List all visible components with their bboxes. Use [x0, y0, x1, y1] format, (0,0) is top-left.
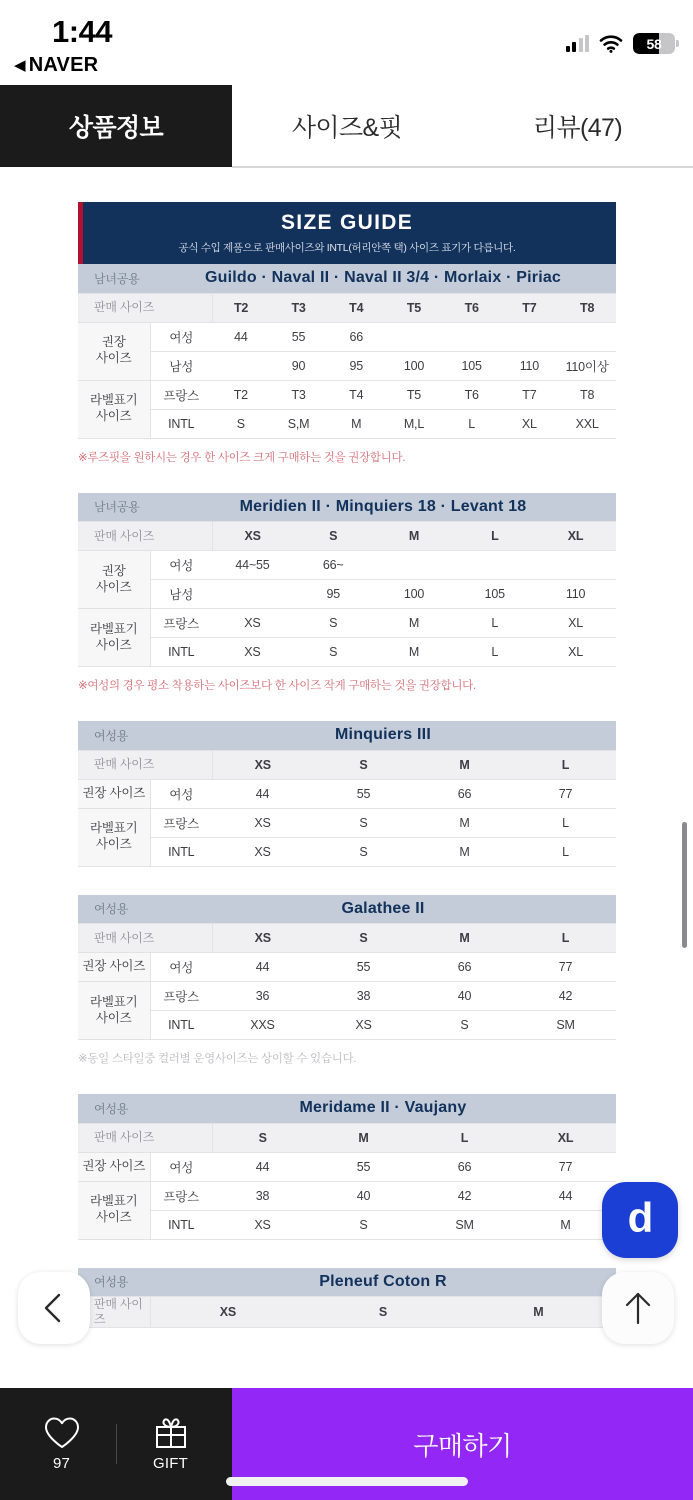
size-value-cell: 44 — [515, 1181, 616, 1210]
size-value-cell: 90 — [270, 351, 328, 380]
size-column-header: T6 — [443, 293, 501, 322]
size-value-cell: 105 — [443, 351, 501, 380]
row-sub-label: INTL — [150, 638, 212, 667]
table-row — [78, 638, 616, 667]
size-value-cell — [443, 322, 501, 351]
size-tables-container — [78, 264, 616, 1328]
arrow-up-icon — [621, 1290, 655, 1326]
size-column-header: S — [313, 750, 414, 779]
size-column-header: XL — [535, 522, 616, 551]
table-row — [78, 779, 616, 808]
table-row — [78, 1011, 616, 1040]
size-table-band — [78, 1094, 616, 1123]
gift-icon — [153, 1416, 189, 1450]
size-value-cell: XL — [501, 409, 559, 438]
size-value-cell: M — [414, 837, 515, 866]
size-value-cell: 44 — [212, 322, 270, 351]
sale-size-label: 판매 사이즈 — [78, 522, 212, 551]
size-value-cell — [374, 551, 455, 580]
size-table-models: Galathee II — [150, 895, 616, 924]
tab-size-and-fit[interactable]: 사이즈&핏 — [291, 114, 403, 142]
size-value-cell: XXL — [558, 409, 616, 438]
size-value-cell: S,M — [270, 409, 328, 438]
size-value-cell: 110 — [535, 580, 616, 609]
size-value-cell: XS — [212, 837, 313, 866]
size-value-cell: M,L — [385, 409, 443, 438]
danggeun-d-icon: d — [627, 1194, 653, 1241]
size-column-header: M — [313, 1123, 414, 1152]
vertical-scrollbar[interactable] — [682, 822, 687, 948]
size-value-cell: S — [313, 1210, 414, 1239]
like-button[interactable] — [8, 1416, 116, 1472]
size-table-models: Meridien II · Minquiers 18 · Levant 18 — [150, 493, 616, 522]
size-value-cell: T8 — [558, 380, 616, 409]
size-column-header: T5 — [385, 293, 443, 322]
recommended-size-label: 권장 사이즈 — [78, 322, 150, 380]
size-table-models: Pleneuf Coton R — [150, 1268, 616, 1297]
size-value-cell: XS — [313, 1011, 414, 1040]
size-table — [78, 264, 616, 439]
size-value-cell — [212, 351, 270, 380]
row-sub-label: 남성 — [150, 580, 212, 609]
size-table-band — [78, 895, 616, 924]
size-column-header: T4 — [327, 293, 385, 322]
size-table — [78, 895, 616, 1041]
bottom-left-actions — [0, 1388, 232, 1500]
size-table-models: Meridame II · Vaujany — [150, 1094, 616, 1123]
size-table-block — [78, 493, 616, 694]
size-column-header: T2 — [212, 293, 270, 322]
gift-label: GIFT — [153, 1455, 188, 1472]
size-value-cell: M — [374, 638, 455, 667]
size-value-cell: S — [293, 609, 374, 638]
size-value-cell: XL — [535, 638, 616, 667]
table-row — [78, 551, 616, 580]
recommended-size-label: 권장 사이즈 — [78, 779, 150, 808]
size-value-cell: T7 — [501, 380, 559, 409]
size-value-cell: 42 — [414, 1181, 515, 1210]
row-sub-label: 프랑스 — [150, 380, 212, 409]
size-value-cell: 77 — [515, 779, 616, 808]
size-value-cell: 95 — [327, 351, 385, 380]
size-value-cell: 66 — [414, 953, 515, 982]
size-column-header: XS — [212, 522, 293, 551]
label-size-label: 라벨표기 사이즈 — [78, 380, 150, 438]
size-value-cell: 40 — [313, 1181, 414, 1210]
size-value-cell — [454, 551, 535, 580]
table-row — [78, 609, 616, 638]
bottom-action-bar — [0, 1388, 693, 1500]
table-row — [78, 351, 616, 380]
size-table-header-row — [78, 750, 616, 779]
size-table-band — [78, 264, 616, 293]
row-sub-label: 프랑스 — [150, 609, 212, 638]
size-column-header: M — [414, 750, 515, 779]
row-sub-label: 프랑스 — [150, 808, 212, 837]
sale-size-label: 판매 사이즈 — [78, 750, 212, 779]
size-table-block — [78, 264, 616, 465]
size-table-gender: 남녀공용 — [78, 493, 150, 522]
size-value-cell: 44 — [212, 1152, 313, 1181]
size-table-header-row — [78, 924, 616, 953]
size-value-cell: S — [313, 808, 414, 837]
label-size-label: 라벨표기 사이즈 — [78, 1181, 150, 1239]
size-table-header-row — [78, 1123, 616, 1152]
label-size-label: 라벨표기 사이즈 — [78, 808, 150, 866]
size-column-header: XS — [150, 1297, 305, 1328]
size-column-header: T8 — [558, 293, 616, 322]
table-row — [78, 409, 616, 438]
size-table-gender: 여성용 — [78, 721, 150, 750]
sale-size-label: 판매 사이즈 — [78, 1123, 212, 1152]
size-value-cell: 100 — [385, 351, 443, 380]
size-value-cell: 55 — [313, 779, 414, 808]
size-table-models: Guildo · Naval II · Naval II 3/4 · Morlaix · Piriac — [150, 264, 616, 293]
size-value-cell: S — [293, 638, 374, 667]
size-value-cell: 55 — [313, 1152, 414, 1181]
size-table-note: ※여성의 경우 평소 착용하는 사이즈보다 한 사이즈 작게 구매하는 것을 권장합니다. — [78, 680, 476, 692]
size-table-gender: 여성용 — [78, 1268, 150, 1297]
size-column-header: XL — [515, 1123, 616, 1152]
size-value-cell: M — [515, 1210, 616, 1239]
size-value-cell: M — [374, 609, 455, 638]
sale-size-label: 판매 사이즈 — [78, 924, 212, 953]
size-value-cell: 66~ — [293, 551, 374, 580]
recommended-size-label: 권장 사이즈 — [78, 1152, 150, 1181]
table-row — [78, 322, 616, 351]
size-value-cell: 66 — [327, 322, 385, 351]
size-value-cell: 66 — [414, 1152, 515, 1181]
product-info-scroll-area[interactable] — [0, 168, 693, 1500]
row-sub-label: 남성 — [150, 351, 212, 380]
battery-icon — [633, 33, 675, 54]
battery-percent-label: 58 — [646, 35, 662, 52]
size-value-cell: 77 — [515, 1152, 616, 1181]
wifi-icon — [599, 35, 623, 53]
size-value-cell: 40 — [414, 982, 515, 1011]
size-value-cell: 66 — [414, 779, 515, 808]
size-value-cell — [212, 580, 293, 609]
size-value-cell: 110 — [501, 351, 559, 380]
size-value-cell: S — [212, 409, 270, 438]
size-value-cell: L — [515, 837, 616, 866]
size-guide-banner — [78, 202, 616, 264]
arrow-left-icon — [37, 1291, 71, 1325]
size-value-cell: 105 — [454, 580, 535, 609]
size-table-block — [78, 1094, 616, 1240]
back-to-app-link[interactable] — [14, 54, 98, 77]
cellular-bars-icon — [566, 35, 590, 52]
danggeun-floating-button[interactable] — [602, 1182, 678, 1258]
size-table-block — [78, 721, 616, 867]
size-value-cell: 38 — [212, 1181, 313, 1210]
table-row — [78, 953, 616, 982]
size-table-note: ※동일 스타일중 컬러별 운영사이즈는 상이할 수 있습니다. — [78, 1053, 357, 1065]
status-bar — [0, 0, 693, 85]
size-column-header: S — [313, 924, 414, 953]
size-value-cell: M — [414, 808, 515, 837]
size-value-cell — [535, 551, 616, 580]
size-value-cell: M — [327, 409, 385, 438]
back-app-label: NAVER — [28, 54, 99, 76]
size-value-cell: SM — [515, 1011, 616, 1040]
label-size-label: 라벨표기 사이즈 — [78, 609, 150, 667]
table-row — [78, 982, 616, 1011]
table-row — [78, 380, 616, 409]
size-value-cell: T6 — [443, 380, 501, 409]
size-table — [78, 1268, 616, 1329]
size-value-cell: L — [515, 808, 616, 837]
table-row — [78, 1210, 616, 1239]
size-value-cell: T2 — [212, 380, 270, 409]
size-table-gender: 여성용 — [78, 1094, 150, 1123]
table-row — [78, 808, 616, 837]
scroll-to-top-floating-button[interactable] — [602, 1272, 674, 1344]
size-value-cell: 95 — [293, 580, 374, 609]
size-guide-title: SIZE GUIDE — [280, 210, 414, 234]
size-value-cell: T5 — [385, 380, 443, 409]
recommended-size-label: 권장 사이즈 — [78, 551, 150, 609]
size-value-cell: 44 — [212, 779, 313, 808]
size-column-header: T3 — [270, 293, 328, 322]
size-value-cell: S — [414, 1011, 515, 1040]
size-table-band — [78, 721, 616, 750]
row-sub-label: INTL — [150, 837, 212, 866]
size-value-cell: 55 — [313, 953, 414, 982]
home-indicator — [226, 1477, 468, 1486]
size-value-cell: L — [454, 638, 535, 667]
size-value-cell: 55 — [270, 322, 328, 351]
row-sub-label: 여성 — [150, 551, 212, 580]
size-value-cell: L — [454, 609, 535, 638]
row-sub-label: 여성 — [150, 322, 212, 351]
size-value-cell: 44~55 — [212, 551, 293, 580]
heart-icon — [43, 1416, 81, 1450]
size-column-header: S — [293, 522, 374, 551]
size-table-header-row — [78, 293, 616, 322]
size-column-header: S — [305, 1297, 460, 1328]
tab-reviews[interactable]: 리뷰(47) — [532, 114, 623, 142]
table-row — [78, 580, 616, 609]
size-value-cell: XS — [212, 808, 313, 837]
size-table — [78, 721, 616, 867]
row-sub-label: INTL — [150, 1011, 212, 1040]
size-table — [78, 1094, 616, 1240]
size-table-note: ※루즈핏을 원하시는 경우 한 사이즈 크게 구매하는 것을 권장합니다. — [78, 451, 406, 464]
size-value-cell: 110이상 — [558, 351, 616, 380]
sale-size-label: 판매 사이즈 — [78, 293, 212, 322]
size-value-cell: L — [443, 409, 501, 438]
tab-bar — [0, 85, 693, 167]
recommended-size-label: 권장 사이즈 — [78, 953, 150, 982]
row-sub-label: 프랑스 — [150, 1181, 212, 1210]
size-table-header-row — [78, 522, 616, 551]
row-sub-label: INTL — [150, 1210, 212, 1239]
size-value-cell: S — [313, 837, 414, 866]
size-value-cell: XS — [212, 609, 293, 638]
size-column-header: L — [515, 750, 616, 779]
size-value-cell: 36 — [212, 982, 313, 1011]
size-value-cell: T4 — [327, 380, 385, 409]
row-sub-label: 프랑스 — [150, 982, 212, 1011]
size-value-cell: XXS — [212, 1011, 313, 1040]
size-guide-sheet — [78, 202, 616, 1328]
gift-button[interactable] — [117, 1416, 225, 1472]
size-column-header: S — [212, 1123, 313, 1152]
row-sub-label: 여성 — [150, 1152, 212, 1181]
like-count: 97 — [52, 1455, 71, 1472]
size-table-band — [78, 493, 616, 522]
size-column-header: XS — [212, 750, 313, 779]
table-row — [78, 1181, 616, 1210]
size-column-header: M — [374, 522, 455, 551]
size-value-cell: XS — [212, 1210, 313, 1239]
size-column-header: XS — [212, 924, 313, 953]
size-table-band — [78, 1268, 616, 1297]
buy-button-label: 구매하기 — [413, 1430, 512, 1461]
back-triangle-icon: ◀ — [14, 57, 26, 74]
status-icons — [566, 33, 676, 54]
size-column-header: T7 — [501, 293, 559, 322]
size-table-models: Minquiers III — [150, 721, 616, 750]
size-value-cell: 100 — [374, 580, 455, 609]
size-value-cell — [558, 322, 616, 351]
size-value-cell — [501, 322, 559, 351]
table-row — [78, 1152, 616, 1181]
size-value-cell — [385, 322, 443, 351]
size-table-gender: 여성용 — [78, 895, 150, 924]
size-value-cell: XS — [212, 638, 293, 667]
size-value-cell: 38 — [313, 982, 414, 1011]
size-value-cell: 42 — [515, 982, 616, 1011]
size-column-header: L — [515, 924, 616, 953]
size-column-header: M — [461, 1297, 616, 1328]
sale-size-label: 판매 사이즈 — [78, 1297, 150, 1328]
size-table-header-row — [78, 1297, 616, 1328]
tab-product-info[interactable]: 상품정보 — [0, 85, 232, 167]
status-time: 1:44 — [52, 14, 113, 49]
size-value-cell: 77 — [515, 953, 616, 982]
size-value-cell: 44 — [212, 953, 313, 982]
size-column-header: M — [414, 924, 515, 953]
row-sub-label: 여성 — [150, 779, 212, 808]
back-floating-button[interactable] — [18, 1272, 90, 1344]
size-value-cell: SM — [414, 1210, 515, 1239]
label-size-label: 라벨표기 사이즈 — [78, 982, 150, 1040]
size-table-gender: 남녀공용 — [78, 264, 150, 293]
size-table — [78, 493, 616, 668]
size-value-cell: XL — [535, 609, 616, 638]
size-table-block — [78, 1268, 616, 1329]
size-column-header: L — [454, 522, 535, 551]
row-sub-label: INTL — [150, 409, 212, 438]
size-table-block — [78, 895, 616, 1067]
size-column-header: L — [414, 1123, 515, 1152]
size-value-cell: T3 — [270, 380, 328, 409]
table-row — [78, 837, 616, 866]
size-guide-subtitle: 공식 수입 제품으로 판매사이즈와 INTL(허리안쪽 택) 사이즈 표기가 다릅니다. — [178, 241, 516, 254]
row-sub-label: 여성 — [150, 953, 212, 982]
